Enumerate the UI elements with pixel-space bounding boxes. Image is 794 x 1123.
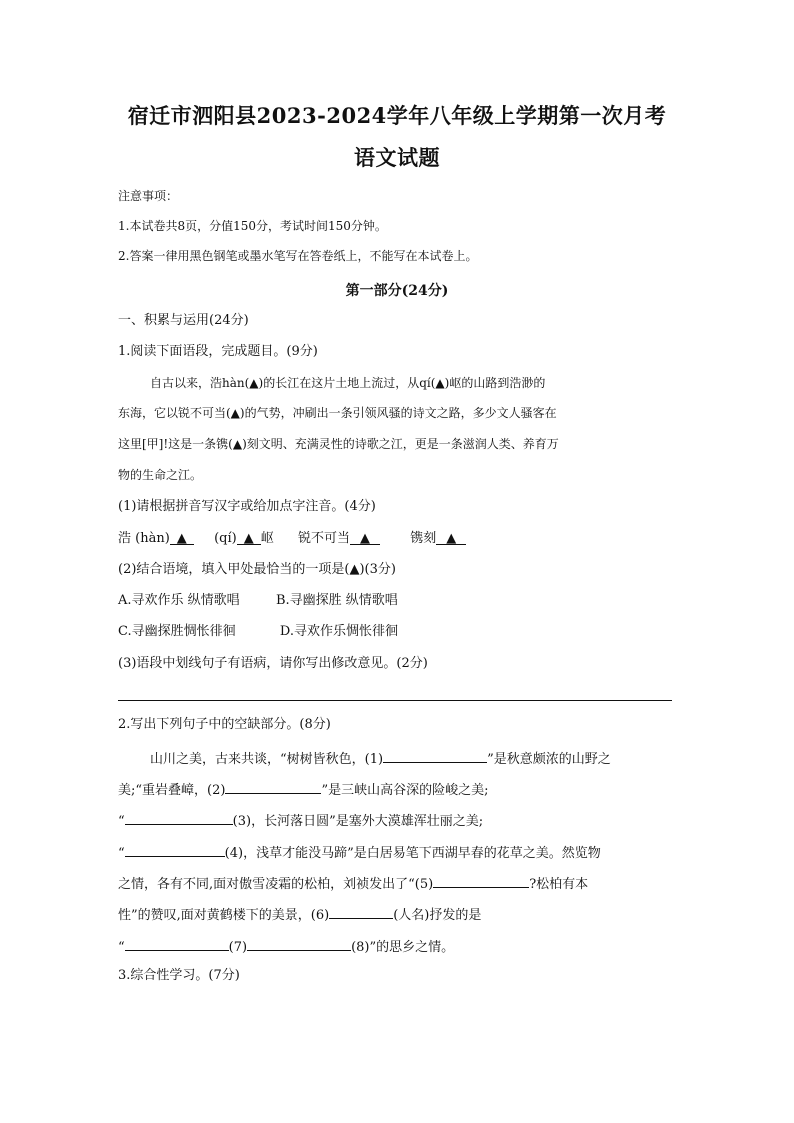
sub-question-2: (2)结合语境，填入甲处最恰当的一项是(▲)(3分): [118, 562, 396, 577]
q2-line-1-text-a: 山川之美，古来共谈，“树树皆秋色，(1): [150, 752, 384, 767]
passage-line-3-text: 这里[甲]!这是一条镌(▲)刻文明、充满灵性的诗歌之江，更是一条滋润人类、养育万: [118, 437, 559, 451]
q2-line-5-text-b: ?松柏有本: [529, 877, 589, 892]
q2-line-7-text-a: “: [118, 940, 125, 955]
triangle-mark-icon: ▲: [243, 531, 254, 546]
q2-line-3-text-b: (3)，长河落日圆”是塞外大漠雄浑壮丽之美;: [232, 814, 484, 829]
triangle-mark-icon: ▲: [176, 531, 187, 546]
fill-b-label: (qí): [214, 531, 237, 546]
option-c[interactable]: C.寻幽探胜惆怅徘徊: [118, 624, 236, 639]
part-heading: 第一部分(24分): [345, 283, 449, 299]
question-3-stem: 3.综合性学习。(7分): [118, 968, 240, 983]
q2-line-4-text-b: (4)，浅草才能没马蹄”是白居易笔下西湖早春的花草之美。然览物: [224, 846, 601, 861]
blank-5[interactable]: [433, 873, 529, 888]
q2-line-4: [118, 842, 601, 863]
q2-line-3: [118, 810, 483, 831]
blank-7[interactable]: [125, 936, 229, 951]
blank-4[interactable]: [125, 842, 225, 857]
option-a[interactable]: A.寻欢作乐 纵情歌唱: [118, 593, 240, 608]
question-1-stem: 1.阅读下面语段，完成题目。(9分): [118, 344, 318, 359]
q2-line-6-text-a: 性”的赞叹,面对黄鹤楼下的美景，(6): [118, 908, 330, 923]
q2-line-4-text-a: “: [118, 846, 125, 861]
q2-line-7-text-b: (7): [228, 940, 248, 955]
blank-1[interactable]: [383, 748, 487, 763]
answer-line[interactable]: [118, 700, 672, 701]
triangle-mark-icon: ▲: [360, 531, 370, 546]
notice-item-1: 1.本试卷共8页，分值150分，考试时间150分钟。: [118, 219, 387, 233]
q2-line-1-text-b: ”是秋意颇浓的山野之: [487, 752, 611, 767]
exam-title: 宿迁市泗阳县2023-2024学年八年级上学期第一次月考: [127, 103, 667, 128]
q2-line-5-text-a: 之情，各有不同,面对傲雪凌霜的松柏，刘祯发出了“(5): [118, 877, 434, 892]
sub-question-3: (3)语段中划线句子有语病，请你写出修改意见。(2分): [118, 656, 428, 671]
blank-6[interactable]: [329, 904, 393, 919]
options-row-2: [118, 623, 398, 641]
q2-line-5: [118, 873, 588, 894]
q2-line-3-text-a: “: [118, 814, 125, 829]
option-d[interactable]: D.寻欢作乐惆怅徘徊: [279, 624, 398, 639]
blank-3[interactable]: [125, 810, 233, 825]
q2-line-7: [118, 936, 454, 957]
fill-b-blank[interactable]: [237, 530, 261, 545]
notice-heading: 注意事项：: [118, 189, 179, 203]
fill-a-label: 浩 (hàn): [118, 531, 170, 546]
q2-line-6-text-b: (人名)抒发的是: [393, 908, 482, 923]
blank-8[interactable]: [247, 936, 351, 951]
q2-line-2: [118, 779, 488, 800]
fill-a-blank[interactable]: [170, 530, 194, 545]
passage-line-4: 物的生命之江。: [118, 468, 203, 482]
fill-d-label: 镌刻: [410, 531, 437, 546]
blank-2[interactable]: [225, 779, 321, 794]
passage-line-2: 东海，它以锐不可当(▲)的气势，冲刷出一条引领风骚的诗文之路，多少文人骚客在: [118, 406, 557, 420]
fill-b-tail: 岖: [260, 531, 274, 546]
triangle-mark-icon: ▲: [446, 531, 457, 546]
passage-line-3: [118, 435, 559, 453]
q2-line-7-text-c: (8)”的思乡之情。: [351, 940, 455, 955]
fill-in-row: [118, 530, 466, 548]
fill-c-blank[interactable]: [350, 530, 380, 545]
q2-line-1: [150, 748, 611, 769]
notice-item-2: 2.答案一律用黑色钢笔或墨水笔写在答卷纸上，不能写在本试卷上。: [118, 249, 478, 263]
question-2-stem: 2.写出下列句子中的空缺部分。(8分): [118, 717, 331, 732]
q2-line-2-text-b: ”是三峡山高谷深的险峻之美;: [321, 783, 489, 798]
passage-line-1: 自古以来，浩hàn(▲)的长江在这片土地上流过，从qí(▲)岖的山路到浩渺的: [150, 376, 546, 390]
fill-c-label: 锐不可当: [297, 531, 350, 546]
q2-line-2-text-a: 美;“重岩叠嶂，(2): [118, 783, 226, 798]
q2-line-6: [118, 904, 481, 925]
section-heading: 一、积累与运用(24分): [118, 313, 249, 328]
sub-question-1: (1)请根据拼音写汉字或给加点字注音。(4分): [118, 499, 376, 514]
option-b[interactable]: B.寻幽探胜 纵情歌唱: [275, 593, 398, 608]
exam-subtitle: 语文试题: [354, 145, 440, 170]
options-row-1: [118, 592, 398, 610]
fill-d-blank[interactable]: [436, 530, 466, 545]
